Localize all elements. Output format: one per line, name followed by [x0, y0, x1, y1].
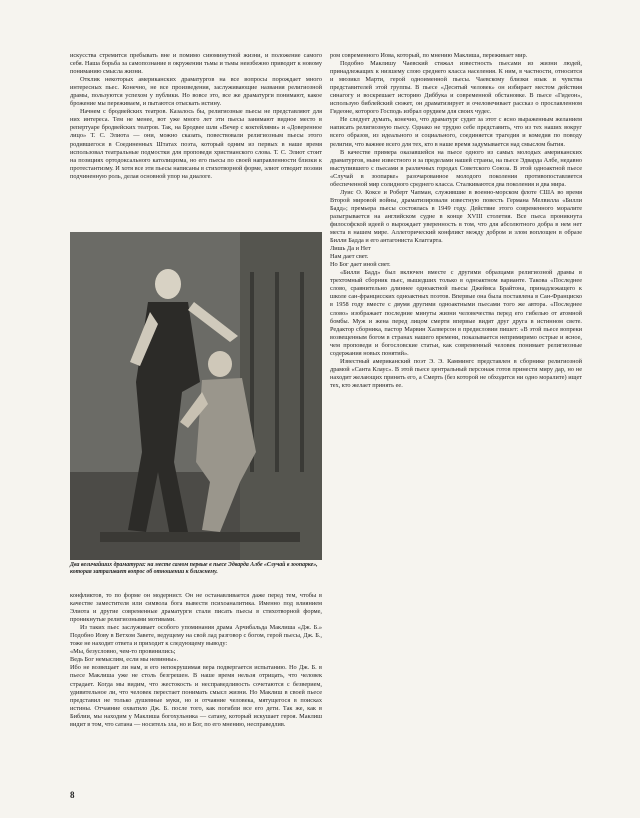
left-column-top — [70, 52, 322, 181]
verse-quote — [70, 648, 322, 664]
paragraph: Ибо не возвещает ли нам, и его непокрушимая вера подвергается испытанию. Но Дж. Б. в пьесе Маклиша уже не столь безгрешен. В наше время нельзя отрицать, что человек страдает. Когда мы видим, что жестокость и несправедливость сочетаются с безверием, удивительное ли, что человек перестает понимать смысл жизни. Но Маклиш в своей пьесе представил не только душевные муки, но и отчаяние человека, мятущегося в поисках истины. Отчаяние охватило Дж. Б. после того, как погибли все его дети. Так же, как в Библии, мы находим у Маклиша богохульника — сатану, который искушает героя. Маклиш видит в том, что сатана — носитель зла, но и Бог, по его мнению, несправедлив. — [70, 664, 322, 728]
paragraph: Отклик некоторых американских драматургов на все вопросы порождает много интересных пьес. Конечно, не все произведения, заслуживающие названия религиозной драмы, пользуются успехом у публики. Но вовсе это, все же драматурги понимают, какое брожение мы переживаем, и пытаются отыскать истину. — [70, 76, 322, 108]
verse-line: Ведь Бог немыслим, если мы невинны». — [70, 656, 179, 664]
paragraph: искусства стремится пребывать вне и помимо сиюминутной жизни, и положение самого себя. Наша борьба за самопознание в окружении тьмы и тьмы неизбежно приводит к новому пониманию смысла жизни. — [70, 52, 322, 76]
page-number: 8 — [70, 790, 75, 800]
paragraph: Луис О. Коксе и Роберт Чапман, служившие в военно-морском флоте США во время Второй мировой войны, драматизировали известную повесть Германа Мелвилла «Билли Бадд»; премьера пьесы состоялась в 1949 году. Действие этого современного моралите разыгрывается на английском судне в конце XVIII столетия. Все пьеса проникнута философской идеей о вырождает уверенность в том, что для абсолютного добра в нем нет места в нашем мире. Аллегорический конфликт между добром и злом воплощен в образе Билли Бадда и его антагониста Клаггарта. — [330, 188, 582, 245]
paragraph: В качестве примера оказавшейся на пьесе одного из самых молодых американских драматургов, ныне известного и за пределами нашей страны, на пьесе Эдварда Албе, недавно выступившего с пьесами в различных городах Советского Союза. В этой одноактной пьесе «Случай в зоопарке» разочарованное молодого поколения противопоставляется обеспеченной мир солидного среднего класса. Сталкиваются два поколения и два мира. — [330, 148, 582, 188]
verse-line: Нам дает свет. — [330, 253, 369, 261]
right-column — [330, 52, 582, 390]
paragraph: «Билли Бадд» был включен вместе с другими образцами религиозной драмы в трехтомный сборник пьес, вышедших только в одноактном варианте. Такова «Последнее слово, сравнительно длиннее одноактной пьесы Джеймса Брайтона, принадлежащего к школе сан-францисских одноактных поэтов. Впервые она была поставлена в Сан-Франциско в 1958 году вместе с двумя другими одноактными пьесами того же автора. «Последнее слово» изображает последние минуты жизни человечества перед его гибелью от атомной бомбы. Муж и жена перед лицом смерти впервые видят друг друга в истинном свете. Редактор сборника, пастор Марвин Халверсон в предисловии пишет: «В этой пьесе вопреки возвещенным богом в странах нашего времени, показывается непримиримо острые и ясное, чем проповеди и богословские статьи, как современный человек понимает религиозные содержания новых понятий». — [330, 269, 582, 357]
verse-quote — [330, 245, 582, 269]
paragraph: Известный американский поэт Э. Э. Каммингс представлен в сборнике религиозной драмой «Санта Клаус». В этой пьесе центральный персонаж готов принести миру дар, но не находит желающих принять его, а Смерть (без которой не обходится ни одно моралите) ищет тех, кто желает принять ее. — [330, 357, 582, 389]
left-column-bottom — [70, 592, 322, 729]
theatre-photo — [70, 232, 322, 560]
paragraph: Из таких пьес заслуживает особого упоминания драма Арчибальда Маклиша «Дж. Б.» Подобно Иову в Ветхом Завете, ведущему на свой лад разговор с богом, герой пьесы, Дж. Б., тоже не находит ответа и приходит к следующему выводу: — [70, 624, 322, 648]
verse-line: Лишь Да и Нет — [330, 245, 371, 253]
photo-caption: Два величайших драматурга: на месте самом первые в пьесе Эдварда Албе «Случай в зоопарке», которая затрагивает вопрос об отношении к ближнему. — [70, 562, 318, 576]
paragraph: Начнем с бродвейских театров. Казалось бы, религиозные пьесы не представляют для них интереса. Тем не менее, вот уже много лет эти пьесы занимают видное место в репертуаре бродвейских театров. Так, на Бродвее шли «Вечер с коктейлями» и «Доверенное лицо» Т. С. Элиота — они, можно сказать, повествовали религиозным пьесы этого родившегося в Соединенных Штатах поэта, который одним из первых в наше время использовал театральные подмостки для проповеди христианского слова. Т. С. Элиот стоит на позициях ортодоксального католицизма, но его пьесы по своей направленности близки к протестантизму. И хотя все эти пьесы написаны в стихотворной форме, элиот отводит поэзии подчиненную роль, делая основной упор на диалоге. — [70, 108, 322, 180]
paragraph: ром современного Иова, который, по мнению Маклиша, переживает мир. — [330, 52, 528, 59]
paragraph: конфликтов, то по форме он модернист. Он не останавливается даже перед тем, чтобы в качестве заместителя или символа бога вывести психоаналитика. Именно под влиянием Элиота и другие современные драматурги стали писать пьесы в стихотворной форме, проникнутые религиозными мотивами. — [70, 592, 322, 624]
verse-line: Но Бог дает иной свет. — [330, 261, 391, 269]
verse-line: «Мы, безусловно, чем-то провинились; — [70, 648, 176, 656]
photo-illustration — [70, 232, 322, 560]
paragraph: Не следует думать, конечно, что драматург судит за этот с ясно выраженным желанием написать религиозную пьесу. Однако не трудно себе представить, что из тех наших вокруг всего образов, из идеального и социального, соединяется трагедия и комедия по поводу религии, что важнее всего для тех, кто в наше время задумывается над смыслом бытия. — [330, 116, 582, 148]
paragraph: Подобно Маклишу Чаевский стяжал известность пьесами из жизни людей, принадлежащих к низшему слою среднего класса населения. К ним, в частности, относится и мюзикл Марти, герой одноименной пьесы. Чаевскому близки язык и чувства представителей этой группы. В пьесе «Десятый человек» он избирает местом действия синагогу и воскрешает историю Диббука и современной обстановке. В пьесе «Гидеон», использую библейский сюжет, он драматизирует и очеловечивает рассказ о прославленном Гидеоне, которого Господь избрал орудием для своих чудес. — [330, 60, 582, 116]
